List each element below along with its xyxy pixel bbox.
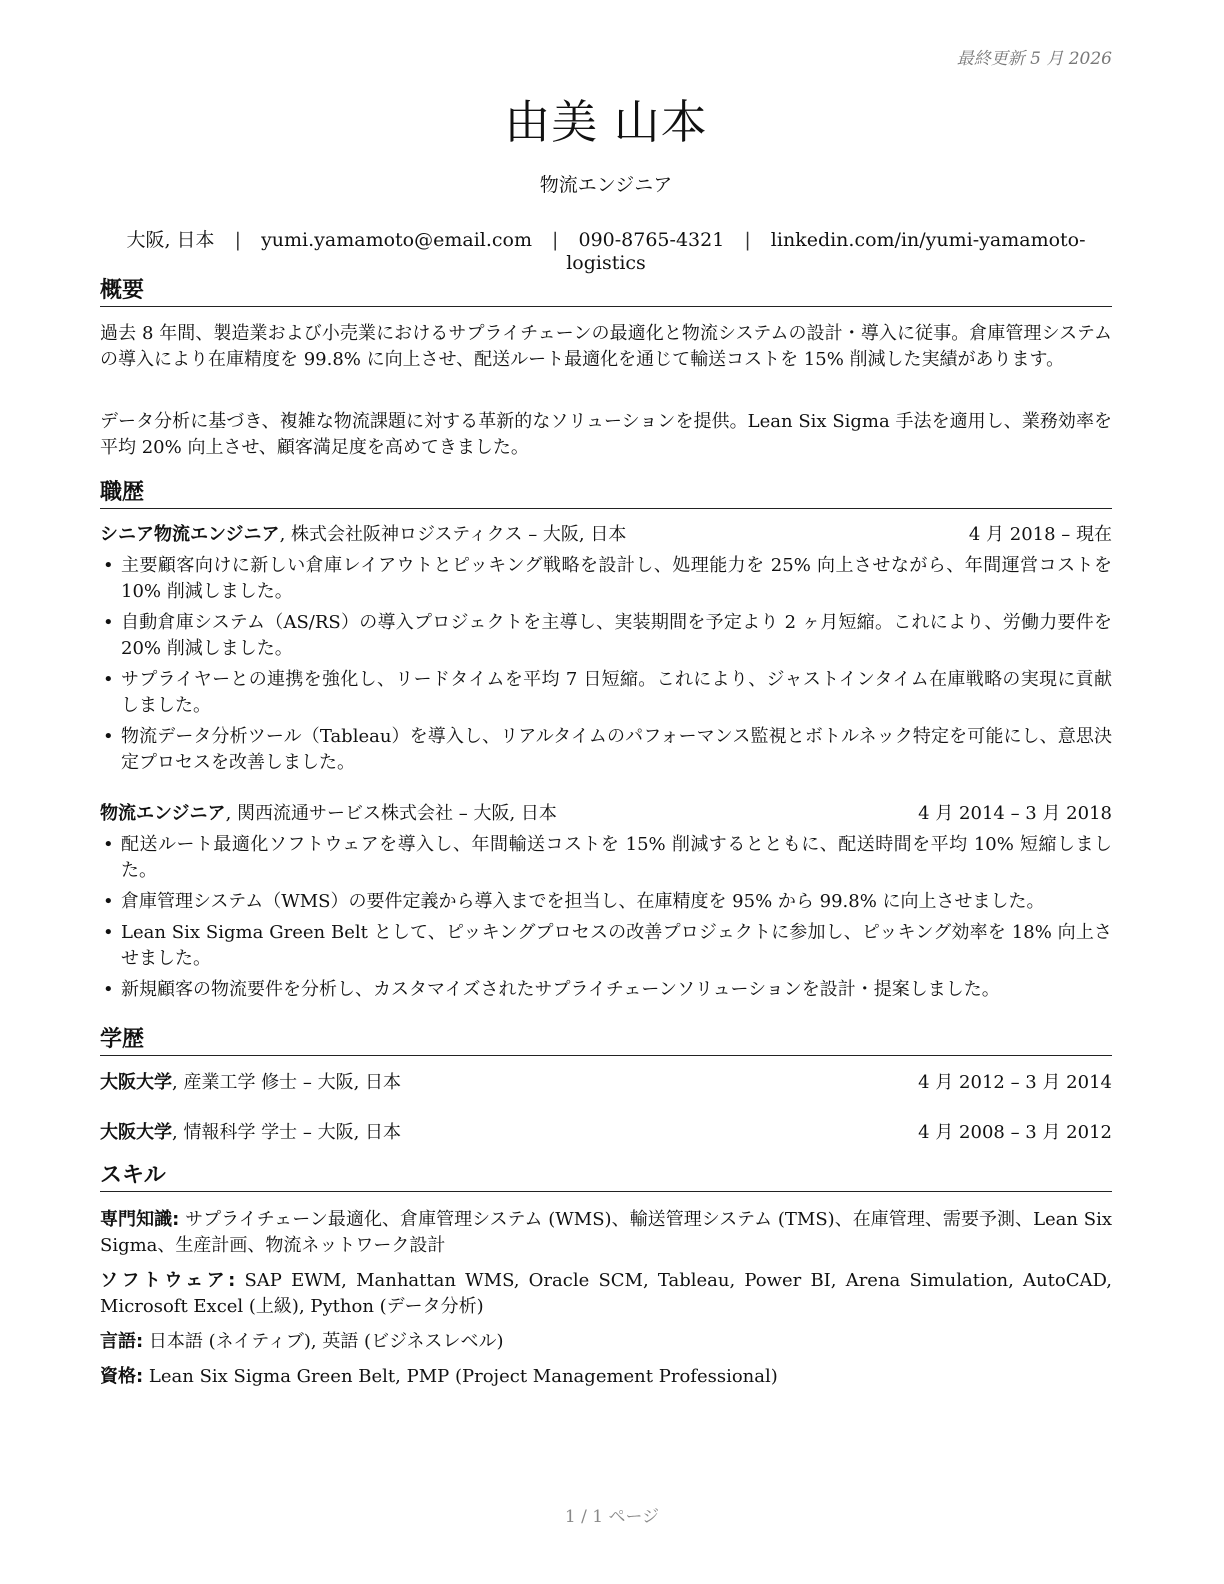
skill-value: SAP EWM, Manhattan WMS, Oracle SCM, Tableau, Power BI, Arena Simulation, AutoCAD, Microsoft Excel (上級), Python (データ分析) bbox=[100, 1270, 1112, 1317]
list-item bbox=[100, 920, 1112, 972]
candidate-name: 由美 山本 bbox=[504, 95, 708, 149]
education-school: 大阪大学 bbox=[100, 1072, 172, 1093]
job-title-line bbox=[100, 803, 557, 824]
bullet-icon: • bbox=[103, 612, 114, 633]
bullet-icon: • bbox=[103, 726, 114, 747]
education-degree: , 情報科学 学士 – 大阪, 日本 bbox=[172, 1122, 402, 1143]
list-item bbox=[100, 667, 1112, 719]
bullet-text: 物流データ分析ツール（Tableau）を導入し、リアルタイムのパフォーマンス監視とボトルネック特定を可能にし、意思決定プロセスを改善しました。 bbox=[121, 726, 1112, 773]
contact-separator: | bbox=[744, 229, 751, 251]
education-degree: , 産業工学 修士 – 大阪, 日本 bbox=[172, 1072, 402, 1093]
skill-label: 資格: bbox=[100, 1366, 144, 1387]
education-title-line bbox=[100, 1122, 401, 1143]
list-item bbox=[100, 610, 1112, 662]
job-bullets bbox=[100, 553, 1112, 781]
candidate-role: 物流エンジニア bbox=[539, 174, 673, 196]
skill-label: 専門知識: bbox=[100, 1209, 180, 1230]
summary-paragraph: 過去 8 年間、製造業および小売業におけるサプライチェーンの最適化と物流システムの設計・導入に従事。倉庫管理システムの導入により在庫精度を 99.8% に向上させ、配送ルート最適化を通じて輸送コストを 15% 削減した実績があります。 bbox=[100, 323, 1112, 370]
section-title-skills: スキル bbox=[100, 1163, 1112, 1192]
list-item bbox=[100, 889, 1112, 915]
education-entry bbox=[100, 1070, 1112, 1096]
summary-paragraph: データ分析に基づき、複雑な物流課題に対する革新的なソリューションを提供。Lean Six Sigma 手法を適用し、業務効率を平均 20% 向上させ、顧客満足度を高めてきました。 bbox=[100, 411, 1112, 458]
list-item bbox=[100, 832, 1112, 884]
bullet-icon: • bbox=[103, 555, 114, 576]
job-position: 物流エンジニア bbox=[100, 803, 226, 824]
education-dates: 4 月 2012 – 3 月 2014 bbox=[918, 1072, 1112, 1093]
bullet-icon: • bbox=[103, 979, 114, 1000]
job-position: シニア物流エンジニア bbox=[100, 524, 280, 545]
education-dates: 4 月 2008 – 3 月 2012 bbox=[918, 1122, 1112, 1143]
skill-label: 言語: bbox=[100, 1331, 144, 1352]
contact-separator: | bbox=[552, 229, 559, 251]
list-item bbox=[100, 977, 1112, 1003]
section-title-experience: 職歴 bbox=[100, 480, 1112, 509]
section-title-summary: 概要 bbox=[100, 278, 1112, 307]
education-title-line bbox=[100, 1072, 401, 1093]
contact-location: 大阪, 日本 bbox=[126, 229, 215, 251]
bullet-text: 配送ルート最適化ソフトウェアを導入し、年間輸送コストを 15% 削減するとともに、配送時間を平均 10% 短縮しました。 bbox=[121, 834, 1112, 881]
job-header bbox=[100, 801, 1112, 827]
skill-row bbox=[100, 1268, 1112, 1320]
bullet-text: 自動倉庫システム（AS/RS）の導入プロジェクトを主導し、実装期間を予定より 2 ヶ月短縮。これにより、労働力要件を 20% 削減しました。 bbox=[121, 612, 1112, 659]
job-company: , 関西流通サービス株式会社 – 大阪, 日本 bbox=[225, 803, 557, 824]
job-dates: 4 月 2014 – 3 月 2018 bbox=[918, 803, 1112, 824]
bullet-text: サプライヤーとの連携を強化し、リードタイムを平均 7 日短縮。これにより、ジャストインタイム在庫戦略の実現に貢献しました。 bbox=[121, 669, 1112, 716]
section-title-education: 学歴 bbox=[100, 1027, 1112, 1056]
job-header bbox=[100, 522, 1112, 548]
job-bullets bbox=[100, 832, 1112, 1008]
bullet-text: Lean Six Sigma Green Belt として、ピッキングプロセスの改善プロジェクトに参加し、ピッキング効率を 18% 向上させました。 bbox=[121, 922, 1112, 969]
list-item bbox=[100, 553, 1112, 605]
bullet-icon: • bbox=[103, 834, 114, 855]
skill-row bbox=[100, 1207, 1112, 1259]
bullet-text: 主要顧客向けに新しい倉庫レイアウトとピッキング戦略を設計し、処理能力を 25% 向上させながら、年間運営コストを 10% 削減しました。 bbox=[121, 555, 1112, 602]
skill-row bbox=[100, 1364, 1112, 1390]
list-item bbox=[100, 724, 1112, 776]
education-entry bbox=[100, 1120, 1112, 1146]
job-company: , 株式会社阪神ロジスティクス – 大阪, 日本 bbox=[279, 524, 627, 545]
last-updated: 最終更新 5 月 2026 bbox=[956, 49, 1112, 69]
contact-email[interactable]: yumi.yamamoto@email.com bbox=[261, 229, 532, 251]
job-title-line bbox=[100, 524, 626, 545]
skill-value: 日本語 (ネイティブ), 英語 (ビジネスレベル) bbox=[143, 1331, 504, 1352]
skill-value: Lean Six Sigma Green Belt, PMP (Project Management Professional) bbox=[143, 1366, 778, 1387]
job-dates: 4 月 2018 – 現在 bbox=[968, 524, 1112, 545]
page-number: 1 / 1 ページ bbox=[564, 1507, 660, 1527]
education-school: 大阪大学 bbox=[100, 1122, 172, 1143]
contact-separator: | bbox=[234, 229, 242, 251]
bullet-text: 倉庫管理システム（WMS）の要件定義から導入までを担当し、在庫精度を 95% から 99.8% に向上させました。 bbox=[121, 891, 1045, 912]
bullet-icon: • bbox=[103, 922, 114, 943]
bullet-icon: • bbox=[103, 669, 114, 690]
skill-value: サプライチェーン最適化、倉庫管理システム (WMS)、輸送管理システム (TMS)、在庫管理、需要予測、Lean Six Sigma、生産計画、物流ネットワーク設計 bbox=[100, 1209, 1112, 1256]
contact-phone[interactable]: 090-8765-4321 bbox=[578, 229, 725, 251]
contact-line bbox=[100, 225, 1112, 274]
bullet-icon: • bbox=[103, 891, 114, 912]
skill-row bbox=[100, 1329, 1112, 1355]
skill-label: ソフトウェア: bbox=[100, 1270, 236, 1291]
bullet-text: 新規顧客の物流要件を分析し、カスタマイズされたサプライチェーンソリューションを設計・提案しました。 bbox=[121, 979, 1000, 1000]
contact-linkedin[interactable]: linkedin.com/in/yumi-yamamoto-logistics bbox=[566, 229, 1086, 274]
